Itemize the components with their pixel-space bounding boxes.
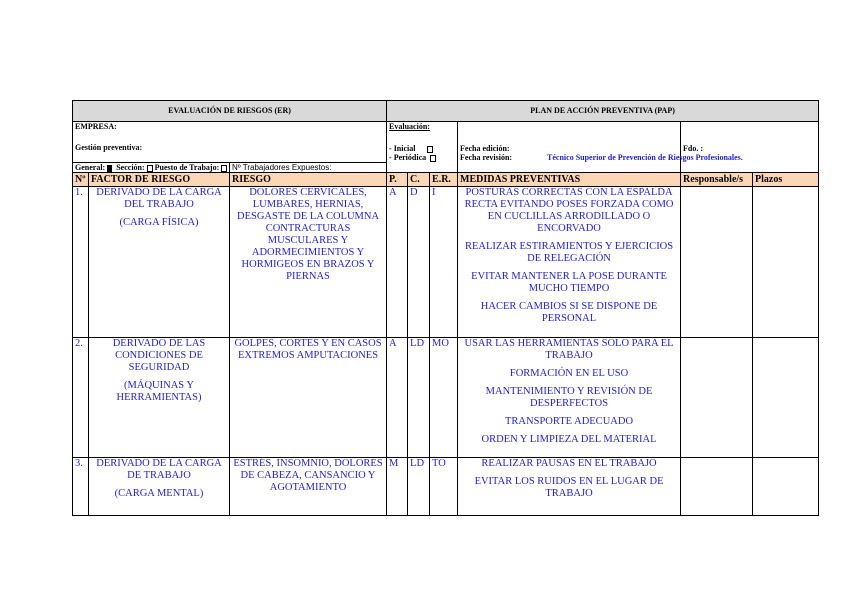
fdo-label: Fdo. : — [683, 144, 704, 153]
factor-sub: (CARGA MENTAL) — [114, 488, 204, 499]
firma-cell — [547, 122, 819, 173]
factor-cell — [89, 458, 230, 516]
inicial-checkbox[interactable] — [427, 146, 433, 153]
evaluacion-cell — [387, 122, 458, 173]
evaluacion-label: Evaluación: — [389, 122, 430, 131]
er-cell: I — [430, 187, 458, 338]
factor-sub: (MÁQUINAS Y HERRAMIENTAS) — [116, 380, 202, 403]
seccion-label: Sección: — [116, 163, 145, 172]
medida-item: EVITAR MANTENER LA POSE DURANTE MUCHO TIEMPO — [471, 271, 667, 294]
c-cell: D — [408, 187, 430, 338]
factor-cell — [89, 187, 230, 338]
pap-title: PLAN DE ACCIÓN PREVENTIVA (PAP) — [387, 101, 819, 122]
col-er: E.R. — [430, 173, 458, 187]
medida-item: TRANSPORTE ADECUADO — [505, 416, 634, 427]
medidas-cell — [458, 187, 681, 338]
puesto-label: Puesto de Trabajo: — [154, 163, 220, 172]
responsable-cell — [681, 187, 753, 338]
factor-cell — [89, 338, 230, 458]
table-row — [73, 458, 819, 516]
col-medidas: MEDIDAS PREVENTIVAS — [458, 173, 681, 187]
riesgo-cell: ESTRÉS, INSOMNIO, DOLORES DE CABEZA, CANSANCIO Y AGOTAMIENTO — [230, 458, 387, 516]
col-responsables: Responsable/s — [681, 173, 753, 187]
puesto-checkbox[interactable] — [221, 165, 227, 172]
seccion-checkbox[interactable] — [147, 165, 153, 172]
col-p: P. — [387, 173, 408, 187]
fecha-revision-label: Fecha revisión: — [460, 153, 513, 162]
periodica-label: - Periódica — [389, 153, 427, 162]
col-plazos: Plazos — [753, 173, 819, 187]
medidas-cell — [458, 458, 681, 516]
trabajadores-label: Nº Trabajadores Expuestos: — [230, 163, 387, 173]
risk-evaluation-table — [72, 100, 819, 516]
medidas-cell — [458, 338, 681, 458]
p-cell: A — [387, 338, 408, 458]
responsable-cell — [681, 458, 753, 516]
col-factor: FACTOR DE RIESGO — [89, 173, 230, 187]
plazo-cell — [753, 458, 819, 516]
col-num: Nº — [73, 173, 89, 187]
medida-item: EVITAR LOS RUIDOS EN EL LUGAR DE TRABAJO — [474, 476, 664, 499]
plazo-cell — [753, 187, 819, 338]
table-row — [73, 187, 819, 338]
empresa-label: EMPRESA: — [75, 122, 117, 131]
riesgo-cell: DOLORES CERVICALES, LUMBARES, HERNIAS, DESGASTE DE LA COLUMNA CONTRACTURAS MUSCULARES Y ADORMECIMIENTOS Y HORMIGEOS EN BRAZOS Y PIERNAS — [230, 187, 387, 338]
company-info-cell — [73, 122, 387, 163]
plazo-cell — [753, 338, 819, 458]
medida-item: REALIZAR ESTIRAMIENTOS Y EJERCICIOS DE RELEGACIÓN — [464, 241, 674, 264]
c-cell: LD — [408, 338, 430, 458]
factor-text: DERIVADO DE LA CARGA DE TRABAJO — [96, 458, 222, 481]
periodica-checkbox[interactable] — [430, 155, 436, 162]
factor-text: DERIVADO DE LA CARGA DEL TRABAJO — [96, 187, 222, 210]
medida-item: POSTURAS CORRECTAS CON LA ESPALDA RECTA EVITANDO POSES FORZADA COMO EN CUCLILLAS ARRODILLADO O ENCORVADO — [464, 187, 674, 234]
medida-item: FORMACIÓN EN EL USO — [509, 368, 629, 379]
medida-item: MANTENIMIENTO Y REVISIÓN DE DESPERFECTOS — [485, 386, 653, 409]
tecnico-label: Técnico Superior de Prevención de Riesgos Profesionales. — [547, 153, 743, 162]
general-label: General: — [75, 163, 106, 172]
general-checkbox[interactable] — [107, 165, 112, 172]
er-cell: MO — [430, 338, 458, 458]
factor-sub: (CARGA FÍSICA) — [119, 217, 199, 228]
p-cell: M — [387, 458, 408, 516]
c-cell: LD — [408, 458, 430, 516]
medida-item: ORDEN Y LIMPIEZA DEL MATERIAL — [481, 434, 657, 445]
row-num: 1. — [73, 187, 89, 338]
table-row — [73, 338, 819, 458]
row-num: 2. — [73, 338, 89, 458]
medida-item: USAR LAS HERRAMIENTAS SOLO PARA EL TRABAJO — [464, 338, 674, 361]
col-c: C. — [408, 173, 430, 187]
responsable-cell — [681, 338, 753, 458]
er-cell: TO — [430, 458, 458, 516]
factor-text: DERIVADO DE LAS CONDICIONES DE SEGURIDAD — [112, 338, 206, 373]
medida-item: REALIZAR PAUSAS EN EL TRABAJO — [481, 458, 657, 469]
seccion-cell — [73, 163, 230, 173]
p-cell: A — [387, 187, 408, 338]
row-num: 3. — [73, 458, 89, 516]
fechas-cell — [458, 122, 681, 173]
inicial-label: - Inicial — [389, 144, 416, 153]
riesgo-cell: GOLPES, CORTES Y EN CASOS EXTREMOS AMPUTACIONES — [230, 338, 387, 458]
col-riesgo: RIESGO — [230, 173, 387, 187]
gestion-label: Gestión preventiva: — [75, 143, 143, 152]
er-title: EVALUACIÓN DE RIESGOS (ER) — [73, 101, 387, 122]
fecha-edicion-label: Fecha edición: — [460, 144, 510, 153]
medida-item: HACER CAMBIOS SI SE DISPONE DE PERSONAL — [480, 301, 658, 324]
